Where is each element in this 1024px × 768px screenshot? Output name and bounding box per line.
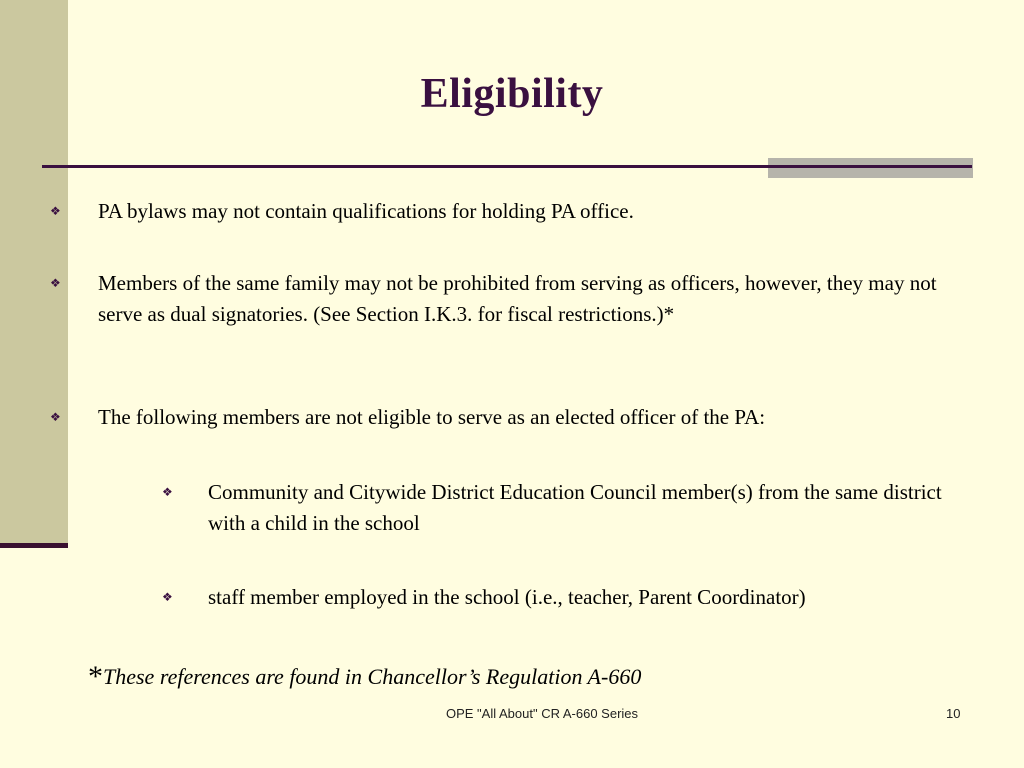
title-rule — [42, 165, 972, 168]
footnote-star: * — [88, 660, 103, 693]
footnote-text: These references are found in Chancellor’s Regulation A-660 — [103, 664, 642, 689]
bullet-item — [50, 402, 958, 433]
bullet-text: The following members are not eligible to serve as an elected officer of the PA: — [98, 405, 766, 429]
bullet-item — [50, 196, 958, 227]
bullet-diamond-icon: ❖ — [162, 485, 173, 499]
sub-bullet-text: Community and Citywide District Education Council member(s) from the same district with a child in the school — [208, 480, 942, 535]
bullet-diamond-icon: ❖ — [50, 410, 61, 424]
bullet-diamond-icon: ❖ — [162, 590, 173, 604]
bullet-item — [50, 268, 958, 330]
footer-text: OPE "All About" CR A-660 Series — [445, 706, 639, 721]
bullet-diamond-icon: ❖ — [50, 276, 61, 290]
page-number: 10 — [946, 706, 961, 721]
sub-bullet-item — [162, 582, 968, 613]
bullet-diamond-icon: ❖ — [50, 204, 61, 218]
sub-bullet-text: staff member employed in the school (i.e., teacher, Parent Coordinator) — [208, 585, 806, 609]
title-rule-block — [768, 158, 973, 178]
slide-title: Eligibility — [420, 71, 604, 117]
sub-bullet-item — [162, 477, 968, 539]
footnote — [88, 660, 641, 694]
bullet-text: PA bylaws may not contain qualifications for holding PA office. — [98, 199, 634, 223]
bullet-text: Members of the same family may not be prohibited from serving as officers, however, they may not serve as dual signatories. (See Section I.K.3. for fiscal restrictions.)* — [98, 271, 937, 326]
side-strip-bar — [0, 543, 68, 548]
